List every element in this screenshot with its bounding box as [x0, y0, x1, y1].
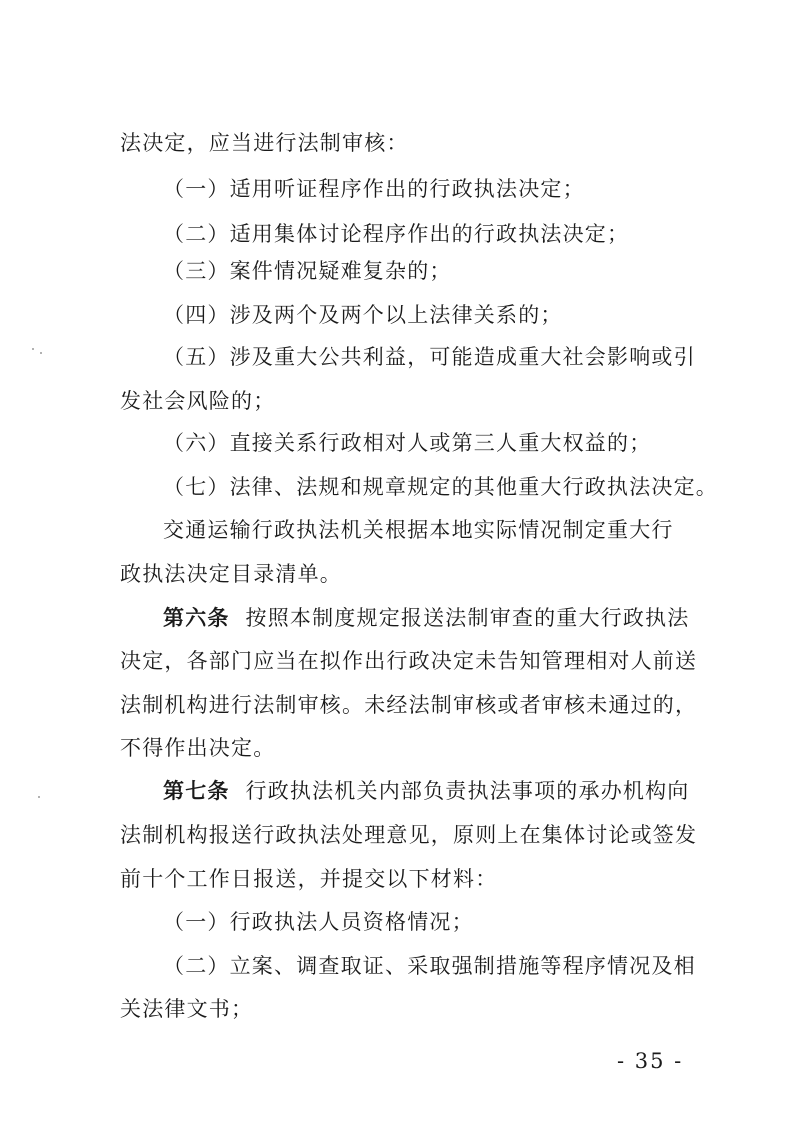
- list-item: （七）法律、法规和规章规定的其他重大行政执法决定。: [163, 475, 718, 499]
- list-item: （一）行政执法人员资格情况；: [163, 910, 474, 934]
- text-line: 前十个工作日报送，并提交以下材料：: [120, 867, 498, 891]
- text-line: 法制机构报送行政执法处理意见，原则上在集体讨论或签发: [120, 823, 698, 847]
- text-line: 决定，各部门应当在拟作出行政决定未告知管理相对人前送: [120, 649, 698, 673]
- list-item: （四）涉及两个及两个以上法律关系的；: [163, 303, 563, 327]
- text-line: 发社会风险的；: [120, 389, 276, 413]
- article-heading: 第七条: [163, 778, 230, 803]
- list-item: （二）立案、调查取证、采取强制措施等程序情况及相: [163, 954, 696, 978]
- article-text: 按照本制度规定报送法制审查的重大行政执法: [245, 606, 690, 630]
- text-line: 不得作出决定。: [120, 736, 276, 760]
- list-item: （三）案件情况疑难复杂的；: [163, 259, 452, 283]
- list-item: （一）适用听证程序作出的行政执法决定；: [163, 177, 585, 201]
- page-number: - 35 -: [617, 1049, 684, 1073]
- text-line: 关法律文书；: [120, 997, 254, 1021]
- list-item: （二）适用集体讨论程序作出的行政执法决定；: [163, 222, 630, 246]
- article-heading: 第六条: [163, 605, 230, 630]
- list-item: （五）涉及重大公共利益，可能造成重大社会影响或引: [163, 345, 696, 369]
- article-seven-line: [163, 776, 690, 806]
- paragraph-line: 交通运输行政执法机关根据本地实际情况制定重大行: [163, 518, 674, 542]
- scan-speck: [38, 796, 40, 798]
- text-line: 政执法决定目录清单。: [120, 562, 342, 586]
- text-line: 法决定，应当进行法制审核：: [120, 131, 409, 155]
- article-six-line: [163, 603, 690, 633]
- list-item: （六）直接关系行政相对人或第三人重大权益的；: [163, 431, 652, 455]
- text-line: 法制机构进行法制审核。未经法制审核或者审核未通过的，: [120, 693, 698, 717]
- scan-speck: [32, 348, 34, 350]
- scan-speck: [40, 352, 42, 354]
- article-text: 行政执法机关内部负责执法事项的承办机构向: [245, 779, 690, 803]
